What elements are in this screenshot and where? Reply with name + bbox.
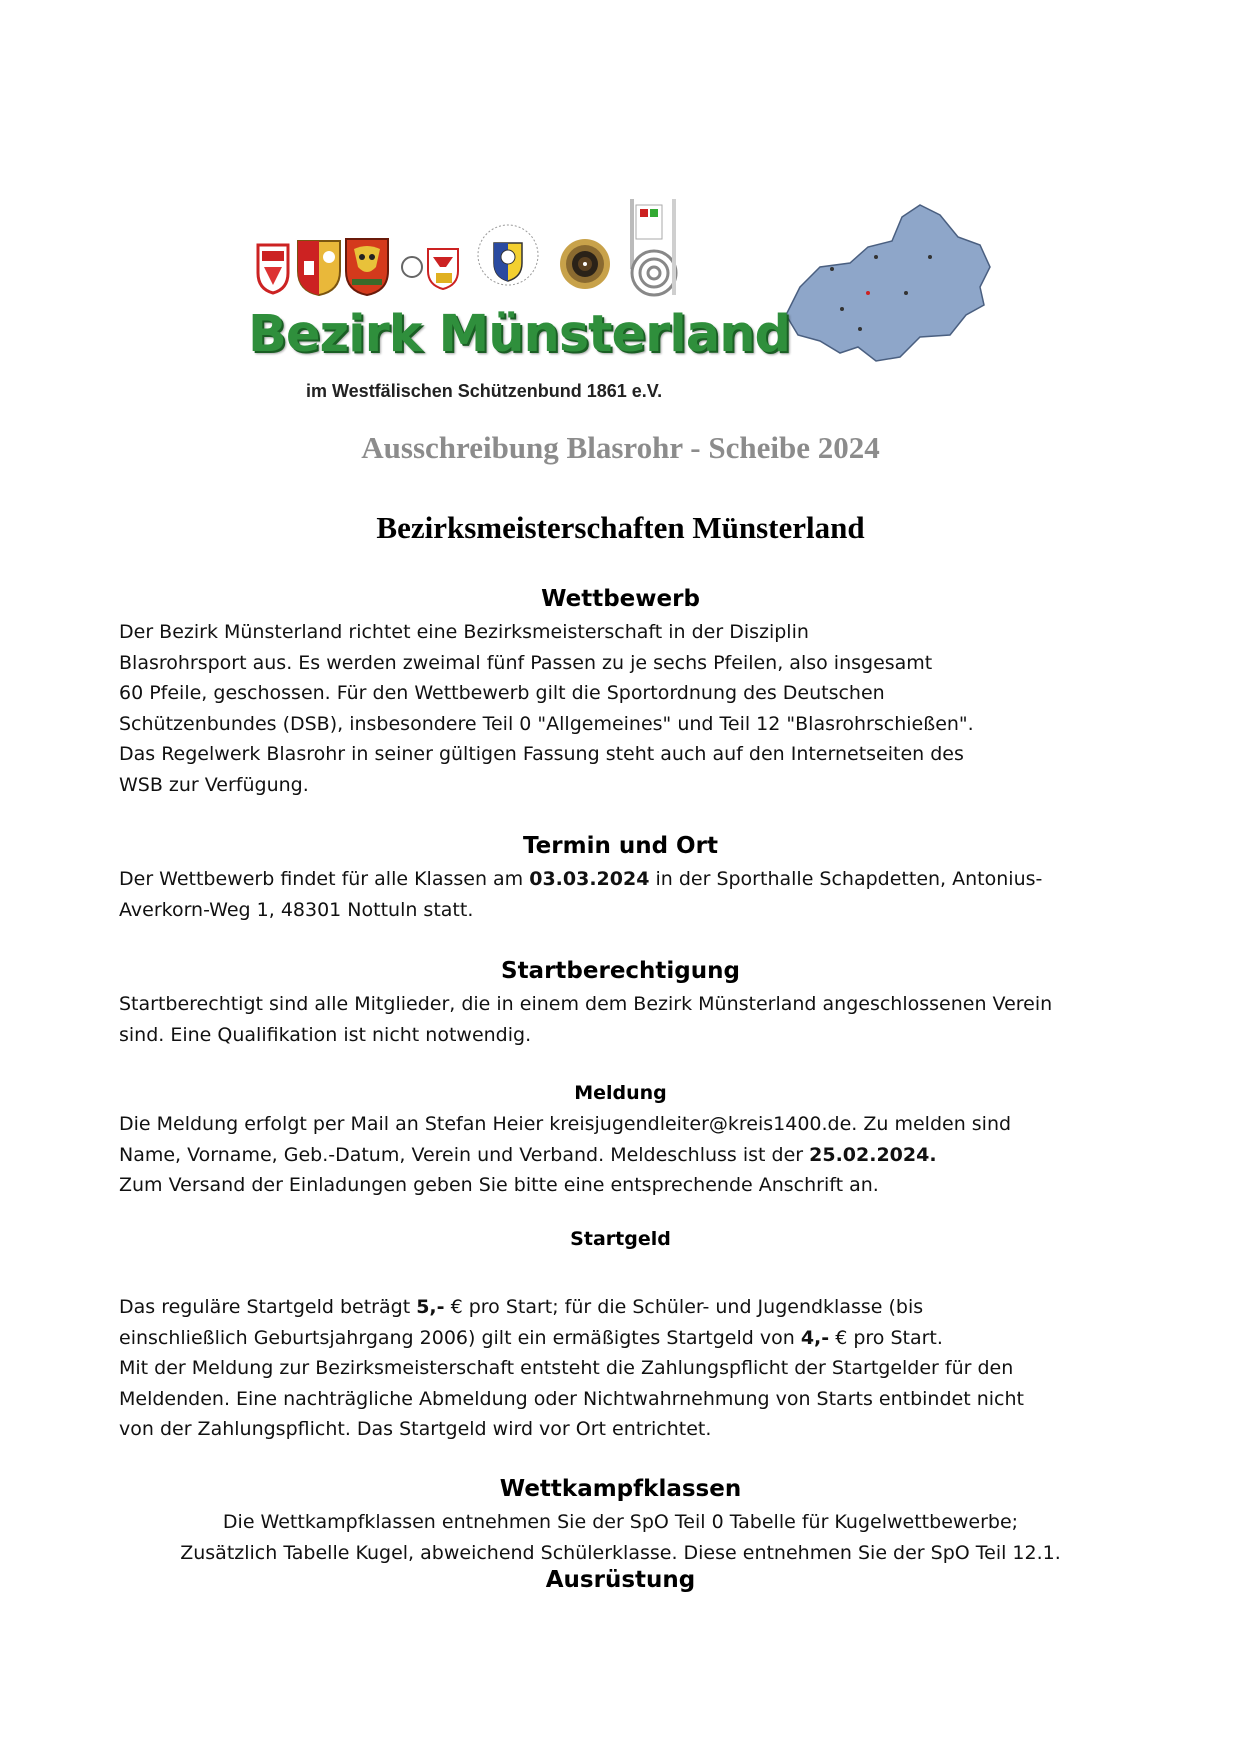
event-date: 03.03.2024 [529, 868, 650, 890]
heading-termin: Termin und Ort [523, 833, 718, 859]
paragraph-wettkampfklassen [0, 1507, 1241, 1568]
text-line: sind. Eine Qualifikation ist nicht notwendig. [119, 1023, 532, 1046]
text-line: 60 Pfeile, geschossen. Für den Wettbewerb gilt die Sportordnung des Deutschen [119, 682, 885, 704]
text-line: von der Zahlungspflicht. Das Startgeld wird vor Ort entrichtet. [119, 1418, 712, 1440]
heading-startgeld: Startgeld [570, 1228, 671, 1250]
paragraph-termin [119, 864, 1129, 925]
logo-title: Bezirk Münsterland [248, 305, 791, 364]
heading-wettkampfklassen: Wettkampfklassen [499, 1476, 742, 1502]
text-line: Das reguläre Startgeld beträgt 5,- € pro Start; für die Schüler- und Jugendklasse (bis [119, 1296, 924, 1318]
district-logo [240, 195, 1000, 410]
registration-deadline: 25.02.2024. [809, 1143, 937, 1166]
text-line: Averkorn-Weg 1, 48301 Nottuln statt. [119, 898, 474, 921]
text-line: Die Meldung erfolgt per Mail an Stefan Heier kreisjugendleiter@kreis1400.de. Zu melden sind [119, 1113, 1012, 1135]
text-line: Die Wettkampfklassen entnehmen Sie der SpO Teil 0 Tabelle für Kugelwettbewerbe; [222, 1511, 1019, 1533]
heading-startberechtigung: Startberechtigung [501, 958, 740, 984]
rifle-emblem-icon [622, 195, 684, 301]
logo-subtitle: im Westfälischen Schützenbund 1861 e.V. [306, 381, 663, 401]
text-line: Zusätzlich Tabelle Kugel, abweichend Schülerklasse. Diese entnehmen Sie der SpO Teil 12.1. [180, 1541, 1061, 1564]
text-line: Der Wettbewerb findet für alle Klassen am 03.03.2024 in der Sporthalle Schapdetten, Antonius- [119, 868, 1043, 890]
document-title: Ausschreibung Blasrohr - Scheibe 2024 [361, 430, 880, 465]
text-line: Schützenbundes (DSB), insbesondere Teil 0 "Allgemeines" und Teil 12 "Blasrohrschießen". [119, 712, 974, 735]
district-map-icon [780, 197, 1000, 377]
paragraph-meldung [119, 1109, 1129, 1201]
text-line: Mit der Meldung zur Bezirksmeisterschaft entsteht die Zahlungspflicht der Startgelder für den [119, 1357, 1014, 1379]
text-line: Meldenden. Eine nachträgliche Abmeldung oder Nichtwahrnehmung von Starts entbindet nicht [119, 1387, 1024, 1410]
text-line: WSB zur Verfügung. [119, 773, 309, 796]
shield-crest-icon [256, 243, 290, 295]
text-line: Zum Versand der Einladungen geben Sie bitte eine entsprechende Anschrift an. [119, 1174, 879, 1196]
text-line: Name, Vorname, Geb.-Datum, Verein und Verband. Meldeschluss ist der 25.02.2024. [119, 1143, 937, 1166]
text-line: Blasrohrsport aus. Es werden zweimal fünf Passen zu je sechs Pfeilen, also insgesamt [119, 651, 933, 674]
text-line: Der Bezirk Münsterland richtet eine Bezirksmeisterschaft in der Disziplin [119, 621, 809, 643]
text-line: Das Regelwerk Blasrohr in seiner gültigen Fassung steht auch auf den Internetseiten des [119, 743, 964, 765]
paragraph-wettbewerb [119, 617, 1129, 800]
text-line: Startberechtigt sind alle Mitglieder, die in einem dem Bezirk Münsterland angeschlossenen Verein [119, 993, 1053, 1015]
round-emblem-icon [476, 219, 540, 291]
text-line: einschließlich Geburtsjahrgang 2006) gilt ein ermäßigtes Startgeld von 4,- € pro Start. [119, 1326, 943, 1349]
heading-meldung: Meldung [574, 1082, 667, 1104]
fee-regular: 5,- [416, 1296, 445, 1318]
shield-crest-icon [296, 239, 342, 297]
shield-crest-icon [398, 245, 470, 293]
heading-ausruestung: Ausrüstung [545, 1567, 696, 1593]
shield-crest-icon [344, 237, 390, 297]
paragraph-startberechtigung [119, 989, 1129, 1050]
target-icon [558, 237, 612, 291]
document-subtitle: Bezirksmeisterschaften Münsterland [376, 510, 865, 545]
fee-reduced: 4,- [800, 1326, 830, 1349]
heading-wettbewerb: Wettbewerb [541, 586, 700, 612]
paragraph-startgeld [119, 1292, 1129, 1445]
